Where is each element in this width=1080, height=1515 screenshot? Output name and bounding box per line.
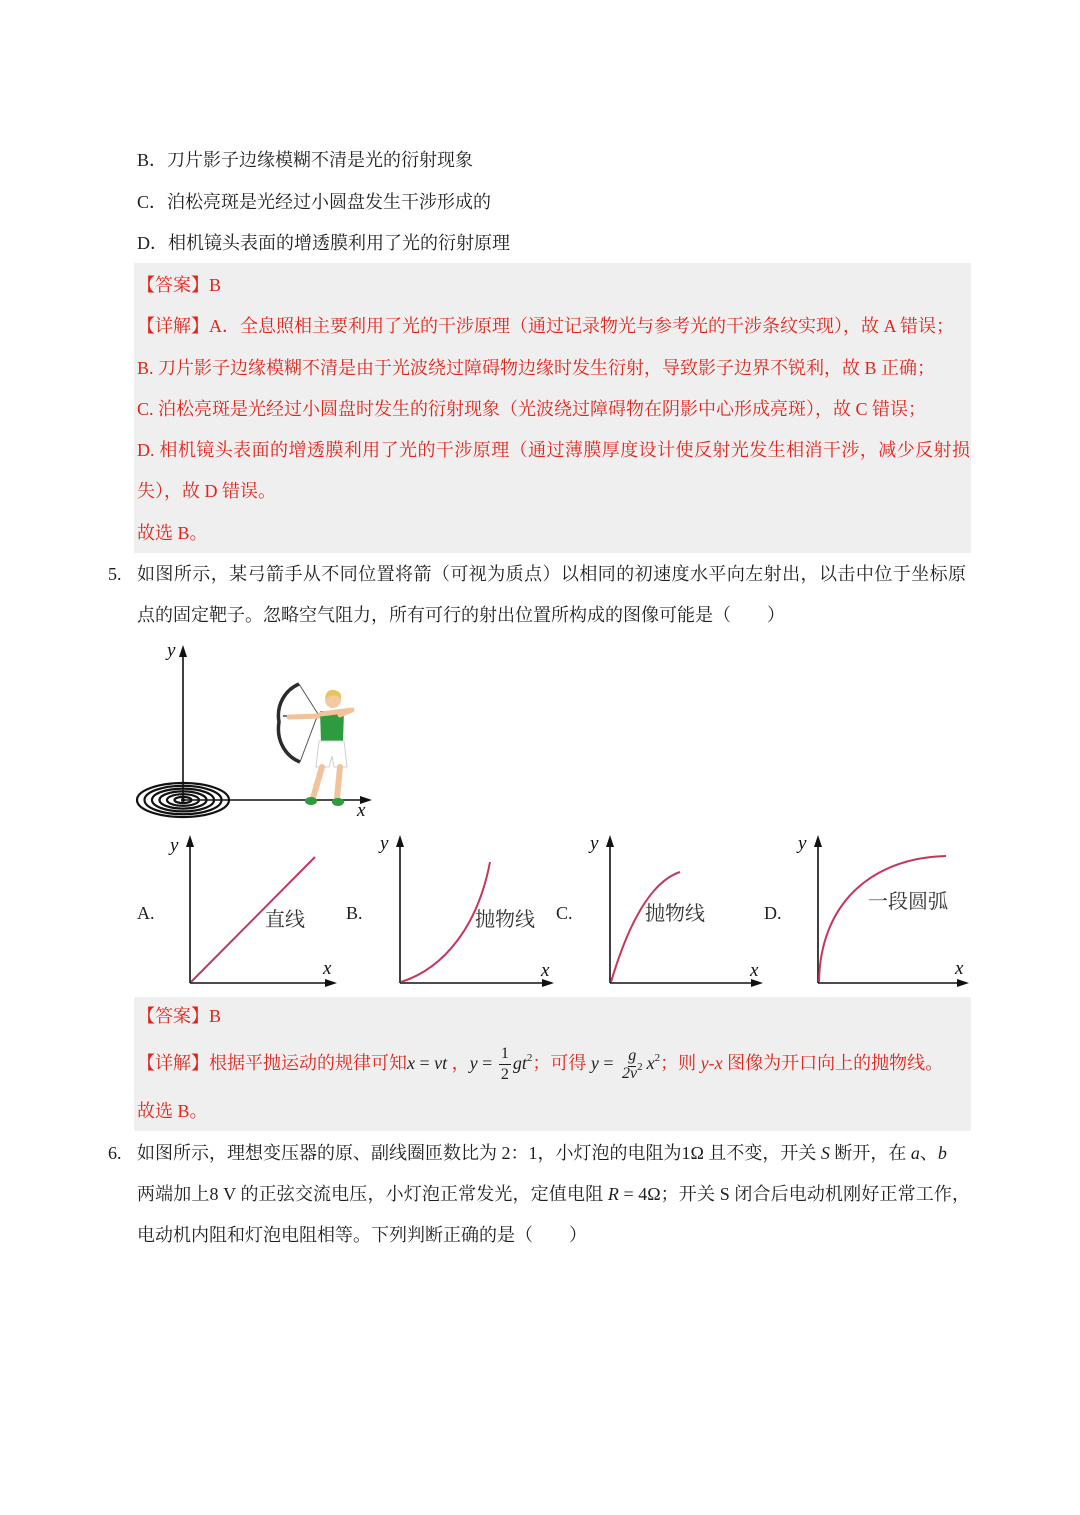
q4-answer: 【答案】B — [137, 275, 222, 295]
q5-detail-variable: y-x — [700, 1053, 723, 1073]
q6-number: 6. — [108, 1143, 122, 1163]
fraction-denominator: 2 — [500, 1066, 509, 1084]
choice-c-y-label: y — [590, 833, 599, 854]
choice-c-letter: C. — [556, 903, 573, 923]
choice-d-curve — [819, 856, 946, 982]
bow — [278, 684, 300, 762]
choice-c-curve — [611, 872, 680, 982]
formula-exponent: 2 — [637, 1060, 643, 1073]
q5-detail-sep: ；则 — [660, 1053, 701, 1073]
q4-detail-line: D. 相机镜头表面的增透膜利用了光的干涉原理（通过薄膜厚度设计使反射光发生相消干涉，减少反射损 — [137, 440, 970, 460]
q6-stem-line — [137, 1140, 947, 1166]
choice-b-graph — [346, 833, 554, 987]
choice-b-letter: B. — [346, 903, 363, 923]
choice-c-y-arrow-icon — [606, 835, 614, 847]
choice-d-curve-label: 一段圆弧 — [868, 891, 948, 913]
choice-c-curve-label: 抛物线 — [645, 903, 705, 925]
formula-exponent: 2 — [654, 1052, 661, 1064]
q5-answer: 【答案】B — [137, 1006, 222, 1026]
q5-detail-prefix: 【详解】根据平抛运动的规律可知 — [137, 1053, 407, 1073]
q6-stem-line — [137, 1181, 970, 1207]
draw-arm — [321, 710, 352, 715]
q5-figure — [0, 635, 1080, 1000]
q4-detail-line: B. 刀片影子边缘模糊不清是由于光波绕过障碍物边缘时发生衍射，导致影子边界不锐利，故 B 正确； — [137, 358, 936, 378]
q5-number: 5. — [108, 564, 122, 584]
formula-y-g-over-2v2-x2 — [590, 1046, 661, 1082]
target-center — [181, 798, 185, 802]
choice-d-y-arrow-icon — [814, 835, 822, 847]
q4-detail-line: C. 泊松亮斑是光经过小圆盘时发生的衍射现象（光波绕过障碍物在阴影中心形成亮斑），故 C 错误； — [137, 399, 927, 419]
scene-diagram — [137, 640, 372, 821]
choice-a-y-arrow-icon — [186, 835, 194, 847]
q6-text: 且不变，开关 — [703, 1143, 821, 1163]
archer-right-shoe — [332, 798, 344, 806]
q4-option-b: B．刀片影子边缘模糊不清是光的衍射现象 — [137, 150, 474, 170]
q6-text: 两端加上 — [137, 1184, 210, 1204]
choice-b-y-label: y — [380, 833, 389, 854]
formula-x-equals-vt — [407, 1053, 447, 1073]
q4-detail-line: 【详解】A．全息照相主要利用了光的干涉原理（通过记录物光与参考光的干涉条纹实现），故 A 错误； — [137, 316, 955, 336]
choice-d-y-label: y — [798, 833, 807, 854]
choice-b-curve-label: 抛物线 — [475, 909, 535, 931]
choice-d-graph — [764, 833, 969, 987]
formula-var: 2v — [621, 1064, 638, 1082]
formula-fraction — [620, 1048, 645, 1082]
q5-detail-sep: ， — [447, 1053, 470, 1073]
q6-text: 断开，在 — [829, 1143, 911, 1163]
choice-a-x-arrow-icon — [325, 979, 337, 987]
q6-resistance-value: 1Ω — [681, 1143, 704, 1163]
choice-a-y-label: y — [170, 835, 179, 856]
q6-text: 、 — [919, 1143, 938, 1163]
q5-detail-sep: ；可得 — [532, 1053, 591, 1073]
choice-d-letter: D. — [764, 903, 782, 923]
choice-d-x-label: x — [955, 958, 964, 979]
q6-switch-symbol: S — [820, 1143, 830, 1163]
archer-icon — [278, 684, 352, 806]
q5-detail-line — [137, 1040, 943, 1086]
fraction-numerator: g — [628, 1047, 636, 1067]
archer-left-leg — [313, 767, 322, 798]
formula-var: x — [407, 1053, 415, 1073]
choice-c-graph — [556, 833, 763, 987]
q6-text: ；开关 S 闭合后电动机刚好正常工作， — [660, 1184, 970, 1204]
choice-b-y-arrow-icon — [396, 835, 404, 847]
choice-c-x-label: x — [750, 960, 759, 981]
scene-x-label: x — [357, 800, 366, 821]
formula-exponent: 2 — [526, 1052, 533, 1064]
q6-resistor-value: = 4Ω — [618, 1184, 661, 1204]
archer-right-leg — [337, 767, 340, 798]
formula-var: gt — [512, 1053, 527, 1073]
archer-left-shoe — [305, 797, 317, 805]
formula-eq: = — [477, 1053, 497, 1073]
choice-a-letter: A. — [137, 903, 155, 923]
formula-var: vt — [434, 1053, 448, 1073]
q6-terminal-a: a — [910, 1143, 920, 1163]
q6-voltage-value: 8 V — [209, 1184, 236, 1204]
q6-resistor-symbol: R — [607, 1184, 619, 1204]
choice-a-x-label: x — [323, 958, 332, 979]
scene-y-label: y — [167, 640, 176, 661]
q5-conclusion: 故选 B。 — [137, 1101, 208, 1121]
fraction-denominator — [620, 1060, 645, 1082]
formula-y-half-gt2 — [469, 1045, 533, 1084]
q4-option-c: C．泊松亮斑是光经过小圆盘发生干涉形成的 — [137, 192, 492, 212]
scene-y-arrow-icon — [179, 645, 187, 657]
formula-eq: = — [415, 1053, 435, 1073]
bowstring — [299, 684, 318, 762]
q4-conclusion: 故选 B。 — [137, 523, 208, 543]
choice-a-curve-label: 直线 — [265, 909, 305, 931]
choice-a-graph — [137, 835, 337, 987]
q5-stem-line: 如图所示，某弓箭手从不同位置将箭（可视为质点）以相同的初速度水平向左射出，以击中位于坐标原 — [137, 564, 966, 584]
q5-stem-line: 点的固定靶子。忽略空气阻力，所有可行的射出位置所构成的图像可能是（ ） — [137, 605, 785, 625]
choice-d-x-arrow-icon — [957, 979, 969, 987]
q6-text: 如图所示，理想变压器的原、副线圈匝数比为 2：1，小灯泡的电阻为 — [137, 1143, 682, 1163]
q5-detail-suffix: 图像为开口向上的抛物线。 — [722, 1053, 944, 1073]
choice-b-x-label: x — [541, 960, 550, 981]
formula-var: x — [646, 1053, 655, 1073]
fraction-numerator: 1 — [499, 1046, 511, 1065]
q4-detail-line: 失），故 D 错误。 — [137, 481, 276, 501]
formula-var: y — [590, 1053, 599, 1073]
formula-fraction — [499, 1046, 511, 1083]
archer-shorts — [316, 741, 347, 767]
formula-eq: = — [598, 1053, 618, 1073]
formula-var: y — [469, 1053, 478, 1073]
q6-stem-line: 电动机内阻和灯泡电阻相等。下列判断正确的是（ ） — [137, 1225, 587, 1245]
bow-arm — [289, 716, 322, 717]
q6-text: 的正弦交流电压，小灯泡正常发光，定值电阻 — [235, 1184, 608, 1204]
q4-option-d: D．相机镜头表面的增透膜利用了光的衍射原理 — [137, 233, 510, 253]
q6-terminal-b: b — [937, 1143, 947, 1163]
